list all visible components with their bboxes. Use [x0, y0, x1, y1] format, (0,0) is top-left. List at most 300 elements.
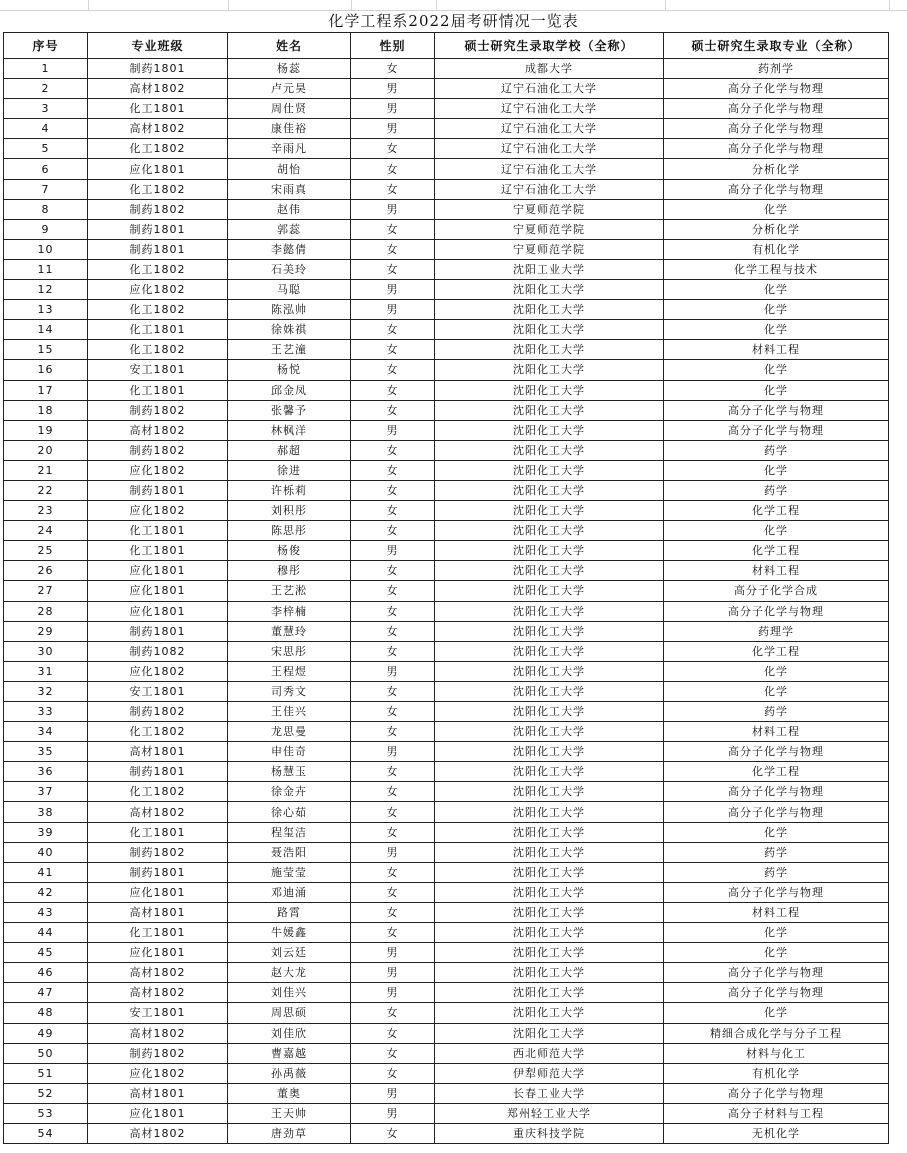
cell-seq[interactable]: 14 [4, 320, 88, 340]
cell-major[interactable]: 精细合成化学与分子工程 [664, 1023, 889, 1043]
cell-major[interactable]: 化学 [664, 943, 889, 963]
cell-class[interactable]: 高材1801 [88, 902, 228, 922]
cell-name[interactable]: 胡怡 [228, 159, 351, 179]
cell-school[interactable]: 沈阳化工大学 [435, 842, 664, 862]
cell-seq[interactable]: 8 [4, 199, 88, 219]
cell-class[interactable]: 高材1802 [88, 1123, 228, 1143]
cell-class[interactable]: 高材1801 [88, 742, 228, 762]
cell-class[interactable]: 制药1801 [88, 59, 228, 79]
cell-name[interactable]: 穆彤 [228, 561, 351, 581]
cell-school[interactable]: 沈阳化工大学 [435, 923, 664, 943]
cell-name[interactable]: 辛雨凡 [228, 139, 351, 159]
cell-gender[interactable]: 男 [351, 943, 435, 963]
cell-major[interactable]: 化学 [664, 320, 889, 340]
cell-seq[interactable]: 45 [4, 943, 88, 963]
cell-seq[interactable]: 25 [4, 541, 88, 561]
cell-gender[interactable]: 女 [351, 923, 435, 943]
cell-seq[interactable]: 38 [4, 802, 88, 822]
cell-school[interactable]: 宁夏师范学院 [435, 239, 664, 259]
cell-gender[interactable]: 女 [351, 722, 435, 742]
cell-gender[interactable]: 女 [351, 641, 435, 661]
cell-school[interactable]: 沈阳化工大学 [435, 561, 664, 581]
cell-school[interactable]: 沈阳化工大学 [435, 521, 664, 541]
cell-name[interactable]: 郝超 [228, 440, 351, 460]
cell-school[interactable]: 沈阳化工大学 [435, 1023, 664, 1043]
cell-school[interactable]: 沈阳化工大学 [435, 280, 664, 300]
cell-major[interactable]: 高分子化学与物理 [664, 79, 889, 99]
cell-class[interactable]: 高材1802 [88, 983, 228, 1003]
cell-school[interactable]: 沈阳化工大学 [435, 782, 664, 802]
cell-name[interactable]: 李懿倩 [228, 239, 351, 259]
cell-gender[interactable]: 女 [351, 902, 435, 922]
cell-name[interactable]: 杨蕊 [228, 59, 351, 79]
cell-class[interactable]: 安工1801 [88, 1003, 228, 1023]
cell-gender[interactable]: 男 [351, 300, 435, 320]
cell-class[interactable]: 高材1802 [88, 119, 228, 139]
cell-class[interactable]: 化工1801 [88, 99, 228, 119]
cell-name[interactable]: 周思硕 [228, 1003, 351, 1023]
cell-gender[interactable]: 男 [351, 1083, 435, 1103]
cell-name[interactable]: 徐心茹 [228, 802, 351, 822]
cell-class[interactable]: 应化1801 [88, 882, 228, 902]
cell-school[interactable]: 沈阳化工大学 [435, 702, 664, 722]
cell-major[interactable]: 化学 [664, 661, 889, 681]
cell-major[interactable]: 高分子化学合成 [664, 581, 889, 601]
cell-seq[interactable]: 22 [4, 480, 88, 500]
cell-class[interactable]: 化工1801 [88, 320, 228, 340]
cell-name[interactable]: 孙禹薇 [228, 1063, 351, 1083]
cell-name[interactable]: 聂浩阳 [228, 842, 351, 862]
cell-school[interactable]: 沈阳化工大学 [435, 762, 664, 782]
cell-major[interactable]: 药剂学 [664, 59, 889, 79]
cell-gender[interactable]: 男 [351, 661, 435, 681]
cell-name[interactable]: 牛媛鑫 [228, 923, 351, 943]
cell-major[interactable]: 无机化学 [664, 1123, 889, 1143]
cell-major[interactable]: 高分子化学与物理 [664, 99, 889, 119]
cell-major[interactable]: 高分子材料与工程 [664, 1103, 889, 1123]
cell-major[interactable]: 药学 [664, 842, 889, 862]
cell-school[interactable]: 沈阳化工大学 [435, 661, 664, 681]
cell-seq[interactable]: 30 [4, 641, 88, 661]
cell-class[interactable]: 制药1801 [88, 762, 228, 782]
cell-name[interactable]: 刘佳兴 [228, 983, 351, 1003]
cell-school[interactable]: 沈阳化工大学 [435, 541, 664, 561]
header-class[interactable]: 专业班级 [88, 33, 228, 59]
cell-gender[interactable]: 女 [351, 320, 435, 340]
cell-name[interactable]: 许栎莉 [228, 480, 351, 500]
cell-seq[interactable]: 47 [4, 983, 88, 1003]
cell-gender[interactable]: 女 [351, 259, 435, 279]
cell-name[interactable]: 徐金卉 [228, 782, 351, 802]
cell-gender[interactable]: 女 [351, 882, 435, 902]
cell-school[interactable]: 辽宁石油化工大学 [435, 79, 664, 99]
cell-name[interactable]: 宋思彤 [228, 641, 351, 661]
cell-school[interactable]: 沈阳化工大学 [435, 460, 664, 480]
cell-school[interactable]: 沈阳化工大学 [435, 681, 664, 701]
cell-class[interactable]: 化工1802 [88, 259, 228, 279]
cell-seq[interactable]: 16 [4, 360, 88, 380]
cell-name[interactable]: 杨悦 [228, 360, 351, 380]
cell-major[interactable]: 化学 [664, 521, 889, 541]
cell-major[interactable]: 有机化学 [664, 239, 889, 259]
cell-gender[interactable]: 男 [351, 119, 435, 139]
cell-gender[interactable]: 女 [351, 480, 435, 500]
cell-school[interactable]: 沈阳化工大学 [435, 963, 664, 983]
cell-gender[interactable]: 女 [351, 601, 435, 621]
cell-name[interactable]: 王艺淞 [228, 581, 351, 601]
cell-seq[interactable]: 3 [4, 99, 88, 119]
cell-class[interactable]: 制药1082 [88, 641, 228, 661]
cell-class[interactable]: 高材1801 [88, 1083, 228, 1103]
cell-school[interactable]: 辽宁石油化工大学 [435, 99, 664, 119]
cell-school[interactable]: 沈阳化工大学 [435, 581, 664, 601]
cell-name[interactable]: 曹嘉越 [228, 1043, 351, 1063]
cell-class[interactable]: 应化1801 [88, 561, 228, 581]
cell-major[interactable]: 高分子化学与物理 [664, 119, 889, 139]
cell-name[interactable]: 邓迪涌 [228, 882, 351, 902]
cell-school[interactable]: 郑州轻工业大学 [435, 1103, 664, 1123]
cell-major[interactable]: 化学工程与技术 [664, 259, 889, 279]
cell-class[interactable]: 高材1802 [88, 420, 228, 440]
header-school[interactable]: 硕士研究生录取学校（全称） [435, 33, 664, 59]
cell-major[interactable]: 药理学 [664, 621, 889, 641]
cell-class[interactable]: 高材1802 [88, 1023, 228, 1043]
cell-seq[interactable]: 35 [4, 742, 88, 762]
cell-school[interactable]: 沈阳化工大学 [435, 1003, 664, 1023]
cell-name[interactable]: 林枫洋 [228, 420, 351, 440]
cell-class[interactable]: 高材1802 [88, 802, 228, 822]
cell-name[interactable]: 康佳裕 [228, 119, 351, 139]
cell-class[interactable]: 化工1802 [88, 300, 228, 320]
cell-school[interactable]: 辽宁石油化工大学 [435, 139, 664, 159]
cell-school[interactable]: 成都大学 [435, 59, 664, 79]
cell-gender[interactable]: 女 [351, 822, 435, 842]
cell-major[interactable]: 材料工程 [664, 902, 889, 922]
cell-school[interactable]: 宁夏师范学院 [435, 219, 664, 239]
cell-name[interactable]: 王程煜 [228, 661, 351, 681]
cell-major[interactable]: 化学工程 [664, 762, 889, 782]
cell-gender[interactable]: 男 [351, 742, 435, 762]
cell-school[interactable]: 沈阳化工大学 [435, 380, 664, 400]
cell-class[interactable]: 安工1801 [88, 681, 228, 701]
cell-gender[interactable]: 女 [351, 400, 435, 420]
cell-major[interactable]: 材料工程 [664, 722, 889, 742]
cell-major[interactable]: 药学 [664, 440, 889, 460]
cell-school[interactable]: 沈阳化工大学 [435, 360, 664, 380]
cell-name[interactable]: 王艺潼 [228, 340, 351, 360]
cell-gender[interactable]: 女 [351, 340, 435, 360]
cell-major[interactable]: 高分子化学与物理 [664, 1083, 889, 1103]
cell-gender[interactable]: 女 [351, 621, 435, 641]
cell-gender[interactable]: 女 [351, 1063, 435, 1083]
cell-major[interactable]: 高分子化学与物理 [664, 802, 889, 822]
header-seq[interactable]: 序号 [4, 33, 88, 59]
cell-class[interactable]: 应化1801 [88, 943, 228, 963]
cell-major[interactable]: 材料与化工 [664, 1043, 889, 1063]
cell-major[interactable]: 化学 [664, 681, 889, 701]
cell-school[interactable]: 辽宁石油化工大学 [435, 179, 664, 199]
cell-seq[interactable]: 52 [4, 1083, 88, 1103]
cell-seq[interactable]: 17 [4, 380, 88, 400]
cell-major[interactable]: 药学 [664, 862, 889, 882]
cell-gender[interactable]: 女 [351, 179, 435, 199]
cell-major[interactable]: 高分子化学与物理 [664, 983, 889, 1003]
cell-gender[interactable]: 女 [351, 139, 435, 159]
cell-class[interactable]: 化工1801 [88, 521, 228, 541]
cell-seq[interactable]: 4 [4, 119, 88, 139]
cell-class[interactable]: 应化1802 [88, 460, 228, 480]
cell-class[interactable]: 应化1802 [88, 1063, 228, 1083]
cell-seq[interactable]: 50 [4, 1043, 88, 1063]
cell-gender[interactable]: 女 [351, 360, 435, 380]
cell-seq[interactable]: 44 [4, 923, 88, 943]
cell-class[interactable]: 化工1802 [88, 782, 228, 802]
cell-class[interactable]: 制药1801 [88, 239, 228, 259]
cell-name[interactable]: 邱金凤 [228, 380, 351, 400]
cell-school[interactable]: 沈阳化工大学 [435, 440, 664, 460]
cell-major[interactable]: 药学 [664, 702, 889, 722]
cell-seq[interactable]: 33 [4, 702, 88, 722]
cell-seq[interactable]: 23 [4, 501, 88, 521]
header-gender[interactable]: 性别 [351, 33, 435, 59]
cell-seq[interactable]: 40 [4, 842, 88, 862]
header-major[interactable]: 硕士研究生录取专业（全称） [664, 33, 889, 59]
cell-name[interactable]: 司秀文 [228, 681, 351, 701]
cell-school[interactable]: 沈阳化工大学 [435, 983, 664, 1003]
cell-gender[interactable]: 女 [351, 702, 435, 722]
cell-class[interactable]: 制药1802 [88, 842, 228, 862]
cell-class[interactable]: 制药1802 [88, 1043, 228, 1063]
cell-major[interactable]: 高分子化学与物理 [664, 400, 889, 420]
cell-school[interactable]: 沈阳化工大学 [435, 943, 664, 963]
cell-name[interactable]: 卢元昊 [228, 79, 351, 99]
cell-gender[interactable]: 男 [351, 280, 435, 300]
cell-major[interactable]: 化学工程 [664, 541, 889, 561]
cell-gender[interactable]: 女 [351, 59, 435, 79]
cell-class[interactable]: 化工1801 [88, 541, 228, 561]
cell-name[interactable]: 徐姝祺 [228, 320, 351, 340]
cell-class[interactable]: 制药1802 [88, 400, 228, 420]
cell-gender[interactable]: 男 [351, 420, 435, 440]
cell-name[interactable]: 唐劲草 [228, 1123, 351, 1143]
cell-name[interactable]: 宋雨真 [228, 179, 351, 199]
cell-major[interactable]: 材料工程 [664, 561, 889, 581]
cell-class[interactable]: 高材1802 [88, 79, 228, 99]
cell-seq[interactable]: 41 [4, 862, 88, 882]
cell-seq[interactable]: 24 [4, 521, 88, 541]
cell-name[interactable]: 申佳奇 [228, 742, 351, 762]
cell-gender[interactable]: 女 [351, 762, 435, 782]
cell-seq[interactable]: 28 [4, 601, 88, 621]
cell-school[interactable]: 沈阳化工大学 [435, 621, 664, 641]
cell-major[interactable]: 分析化学 [664, 159, 889, 179]
cell-school[interactable]: 沈阳化工大学 [435, 641, 664, 661]
cell-class[interactable]: 应化1802 [88, 501, 228, 521]
cell-name[interactable]: 董慧玲 [228, 621, 351, 641]
cell-seq[interactable]: 43 [4, 902, 88, 922]
cell-seq[interactable]: 36 [4, 762, 88, 782]
cell-gender[interactable]: 女 [351, 1023, 435, 1043]
cell-gender[interactable]: 女 [351, 802, 435, 822]
cell-school[interactable]: 重庆科技学院 [435, 1123, 664, 1143]
cell-seq[interactable]: 13 [4, 300, 88, 320]
cell-name[interactable]: 石美玲 [228, 259, 351, 279]
cell-class[interactable]: 高材1802 [88, 963, 228, 983]
cell-major[interactable]: 化学 [664, 199, 889, 219]
cell-major[interactable]: 化学 [664, 822, 889, 842]
cell-seq[interactable]: 37 [4, 782, 88, 802]
cell-name[interactable]: 路霄 [228, 902, 351, 922]
cell-school[interactable]: 沈阳化工大学 [435, 420, 664, 440]
cell-name[interactable]: 刘云廷 [228, 943, 351, 963]
cell-name[interactable]: 李梓楠 [228, 601, 351, 621]
cell-gender[interactable]: 女 [351, 581, 435, 601]
cell-major[interactable]: 化学 [664, 280, 889, 300]
cell-name[interactable]: 周仕贤 [228, 99, 351, 119]
cell-major[interactable]: 化学 [664, 1003, 889, 1023]
cell-seq[interactable]: 49 [4, 1023, 88, 1043]
cell-seq[interactable]: 20 [4, 440, 88, 460]
cell-seq[interactable]: 53 [4, 1103, 88, 1123]
cell-gender[interactable]: 男 [351, 199, 435, 219]
cell-seq[interactable]: 39 [4, 822, 88, 842]
cell-major[interactable]: 高分子化学与物理 [664, 179, 889, 199]
cell-gender[interactable]: 女 [351, 219, 435, 239]
cell-gender[interactable]: 男 [351, 79, 435, 99]
cell-school[interactable]: 沈阳工业大学 [435, 259, 664, 279]
cell-major[interactable]: 分析化学 [664, 219, 889, 239]
cell-seq[interactable]: 11 [4, 259, 88, 279]
cell-class[interactable]: 化工1802 [88, 340, 228, 360]
cell-seq[interactable]: 48 [4, 1003, 88, 1023]
cell-major[interactable]: 高分子化学与物理 [664, 742, 889, 762]
cell-gender[interactable]: 男 [351, 983, 435, 1003]
cell-class[interactable]: 应化1801 [88, 159, 228, 179]
cell-name[interactable]: 徐进 [228, 460, 351, 480]
cell-school[interactable]: 长春工业大学 [435, 1083, 664, 1103]
cell-class[interactable]: 应化1802 [88, 280, 228, 300]
cell-seq[interactable]: 6 [4, 159, 88, 179]
cell-major[interactable]: 高分子化学与物理 [664, 882, 889, 902]
cell-class[interactable]: 应化1801 [88, 1103, 228, 1123]
cell-gender[interactable]: 男 [351, 99, 435, 119]
cell-major[interactable]: 化学 [664, 923, 889, 943]
cell-major[interactable]: 高分子化学与物理 [664, 420, 889, 440]
cell-gender[interactable]: 女 [351, 1123, 435, 1143]
cell-major[interactable]: 有机化学 [664, 1063, 889, 1083]
cell-name[interactable]: 赵伟 [228, 199, 351, 219]
cell-seq[interactable]: 7 [4, 179, 88, 199]
cell-school[interactable]: 沈阳化工大学 [435, 601, 664, 621]
cell-name[interactable]: 陈泓帅 [228, 300, 351, 320]
cell-major[interactable]: 药学 [664, 480, 889, 500]
cell-gender[interactable]: 女 [351, 681, 435, 701]
cell-name[interactable]: 杨慧玉 [228, 762, 351, 782]
cell-class[interactable]: 制药1801 [88, 219, 228, 239]
cell-seq[interactable]: 2 [4, 79, 88, 99]
cell-seq[interactable]: 5 [4, 139, 88, 159]
cell-seq[interactable]: 34 [4, 722, 88, 742]
cell-school[interactable]: 沈阳化工大学 [435, 902, 664, 922]
cell-gender[interactable]: 女 [351, 501, 435, 521]
cell-gender[interactable]: 男 [351, 541, 435, 561]
cell-gender[interactable]: 女 [351, 521, 435, 541]
cell-school[interactable]: 沈阳化工大学 [435, 862, 664, 882]
cell-name[interactable]: 杨俊 [228, 541, 351, 561]
cell-major[interactable]: 化学 [664, 360, 889, 380]
cell-class[interactable]: 应化1801 [88, 601, 228, 621]
cell-class[interactable]: 制药1802 [88, 702, 228, 722]
cell-class[interactable]: 应化1802 [88, 661, 228, 681]
cell-name[interactable]: 程玺洁 [228, 822, 351, 842]
cell-seq[interactable]: 42 [4, 882, 88, 902]
cell-class[interactable]: 安工1801 [88, 360, 228, 380]
cell-name[interactable]: 张馨予 [228, 400, 351, 420]
cell-gender[interactable]: 女 [351, 1003, 435, 1023]
cell-name[interactable]: 龙思曼 [228, 722, 351, 742]
cell-name[interactable]: 王佳兴 [228, 702, 351, 722]
cell-seq[interactable]: 18 [4, 400, 88, 420]
cell-major[interactable]: 材料工程 [664, 340, 889, 360]
cell-seq[interactable]: 21 [4, 460, 88, 480]
cell-school[interactable]: 沈阳化工大学 [435, 400, 664, 420]
cell-name[interactable]: 郭蕊 [228, 219, 351, 239]
cell-name[interactable]: 董奥 [228, 1083, 351, 1103]
cell-school[interactable]: 辽宁石油化工大学 [435, 159, 664, 179]
cell-seq[interactable]: 31 [4, 661, 88, 681]
cell-class[interactable]: 化工1802 [88, 722, 228, 742]
cell-school[interactable]: 沈阳化工大学 [435, 882, 664, 902]
cell-major[interactable]: 高分子化学与物理 [664, 963, 889, 983]
cell-name[interactable]: 施莹莹 [228, 862, 351, 882]
cell-gender[interactable]: 女 [351, 1043, 435, 1063]
cell-seq[interactable]: 26 [4, 561, 88, 581]
cell-school[interactable]: 沈阳化工大学 [435, 742, 664, 762]
cell-school[interactable]: 西北师范大学 [435, 1043, 664, 1063]
cell-school[interactable]: 沈阳化工大学 [435, 501, 664, 521]
cell-class[interactable]: 制药1802 [88, 440, 228, 460]
cell-gender[interactable]: 男 [351, 963, 435, 983]
cell-school[interactable]: 沈阳化工大学 [435, 480, 664, 500]
cell-major[interactable]: 化学工程 [664, 641, 889, 661]
cell-major[interactable]: 化学 [664, 460, 889, 480]
header-name[interactable]: 姓名 [228, 33, 351, 59]
cell-gender[interactable]: 女 [351, 460, 435, 480]
cell-class[interactable]: 制药1801 [88, 862, 228, 882]
cell-school[interactable]: 沈阳化工大学 [435, 802, 664, 822]
cell-class[interactable]: 化工1801 [88, 380, 228, 400]
cell-name[interactable]: 刘佳欣 [228, 1023, 351, 1043]
cell-name[interactable]: 刘积彤 [228, 501, 351, 521]
cell-seq[interactable]: 1 [4, 59, 88, 79]
cell-major[interactable]: 化学 [664, 300, 889, 320]
cell-gender[interactable]: 女 [351, 239, 435, 259]
cell-gender[interactable]: 女 [351, 440, 435, 460]
cell-seq[interactable]: 10 [4, 239, 88, 259]
cell-gender[interactable]: 女 [351, 862, 435, 882]
cell-school[interactable]: 沈阳化工大学 [435, 300, 664, 320]
cell-seq[interactable]: 54 [4, 1123, 88, 1143]
cell-name[interactable]: 马聪 [228, 280, 351, 300]
cell-major[interactable]: 高分子化学与物理 [664, 139, 889, 159]
cell-gender[interactable]: 女 [351, 561, 435, 581]
cell-name[interactable]: 陈思彤 [228, 521, 351, 541]
cell-seq[interactable]: 15 [4, 340, 88, 360]
cell-class[interactable]: 制药1801 [88, 621, 228, 641]
cell-major[interactable]: 化学工程 [664, 501, 889, 521]
cell-school[interactable]: 沈阳化工大学 [435, 320, 664, 340]
cell-seq[interactable]: 29 [4, 621, 88, 641]
